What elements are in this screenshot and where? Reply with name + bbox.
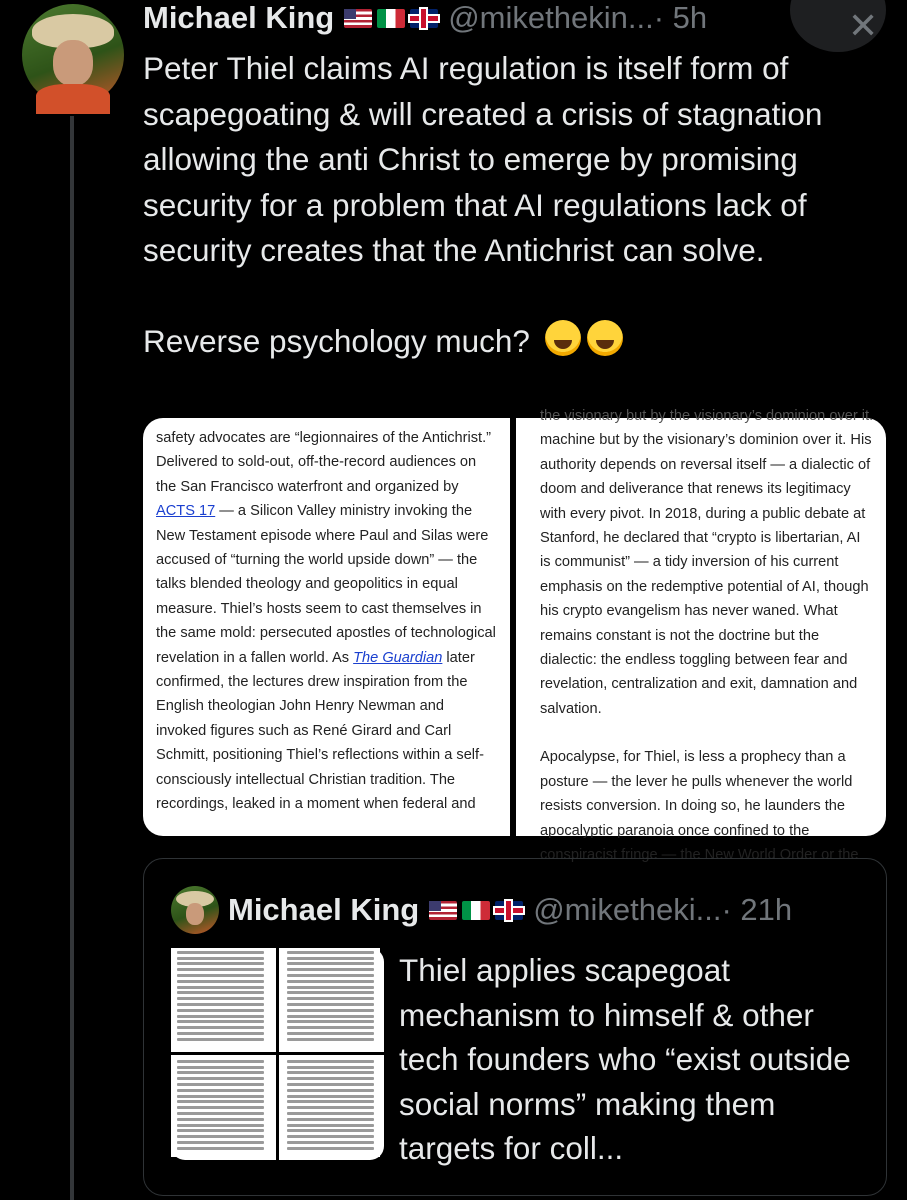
avatar-face [186,903,204,925]
thumb-divider [171,1052,384,1055]
quoted-tweet-time: · 21h [721,892,793,927]
quoted-tweet-text: Thiel applies scapegoat mechanism to himself & other tech founders who “exist outside social norms” making them targets for coll... [399,952,851,1166]
x-close-icon[interactable]: ✕ [848,6,879,47]
article-text: — a Silicon Valley ministry invoking the New Testament episode where Paul and Silas were accused of “turning the world upside down” — the talks blended theology and geopolitics in equal measure. Thiel’s hosts seem to cast themselves in the same mold: persecuted apostles of technological revelation in a fallen world. As [156,503,496,666]
quoted-tweet-header [228,892,792,928]
tweet-time[interactable]: · 5h [653,0,708,35]
media-image-left[interactable] [143,418,510,836]
author-flags [344,9,438,28]
author-name[interactable]: Michael King [143,0,335,35]
media-image-right[interactable] [516,408,886,863]
tweet-text [143,46,893,365]
article-text: Apocalypse, for Thiel, is less a prophecy than a posture — the lever he pulls whenever the world resists conversion. In doing so, he launders the apocalyptic paranoia once confined to the [540,749,853,839]
article-excerpt-right [527,404,886,867]
author-handle[interactable]: @mikethekin... [448,0,654,35]
avatar-face [53,40,93,86]
article-excerpt-left [143,422,510,817]
article-text: machine but by the visionary’s dominion over it. His authority depends on reversal itself — a dialectic of doom and deliverance that renews its legitimacy with every pivot. In 2018, during a public debate at Stanford, he declared that “crypto is libertarian, AI is communist” — a tidy inversion of his current emphasis on the redemptive potential of AI, though his crypto evangelism has never waned. What remains constant is not the doctrine but the dialectic: the endless toggling between fear and revelation, centralization and exit, damnation and salvation. [540,432,872,717]
thumb-page [171,1057,270,1157]
guardian-link[interactable]: The Guardian [353,649,443,666]
article-text-cut: the visionary but by the visionary’s dominion over it. [540,408,874,424]
quoted-author-avatar [171,886,219,934]
face-with-tears-of-joy-icon [587,320,623,356]
italy-flag-icon [462,901,490,920]
quoted-author-name: Michael King [228,892,420,927]
thumb-page [281,1057,380,1157]
article-text-cut: conspiracist fringe — the New World Order or the [540,846,859,863]
tweet-body: Peter Thiel claims AI regulation is itself form of scapegoating & will created a crisis of stagnation allowing the anti Christ to emerge by promising security for a problem that AI regulations lack of security creates that the Antichrist can solve. Reverse psychology much? [143,50,823,359]
uk-flag-icon [410,9,438,28]
italy-flag-icon [377,9,405,28]
us-flag-icon [429,901,457,920]
us-flag-icon [344,9,372,28]
quoted-author-handle: @mikethekі... [533,892,722,927]
quoted-author-flags [429,901,523,920]
article-text: safety advocates are “legionnaires of the Antichrist.” Delivered to sold-out, off-the-record audiences on the San Francisco waterfront and organized by [156,430,492,495]
uk-flag-icon [495,901,523,920]
thread-line [70,116,74,1200]
thumb-page [171,948,270,1048]
quoted-media-thumbnail [171,948,384,1160]
avatar-shirt [36,84,110,114]
article-text: later confirmed, the lectures drew inspiration from the English theologian John Henry Newman and invoked figures such as René Girard and Carl Schmitt, positioning Thiel’s reflections within a self-consciously intellectual Christian tradition. The recordings, leaked in a moment when federal and [156,649,484,813]
acts17-link[interactable]: ACTS 17 [156,503,216,520]
face-with-tears-of-joy-icon [545,320,581,356]
tweet-header [143,0,707,36]
thumb-page [281,948,380,1048]
author-avatar[interactable] [22,4,124,106]
